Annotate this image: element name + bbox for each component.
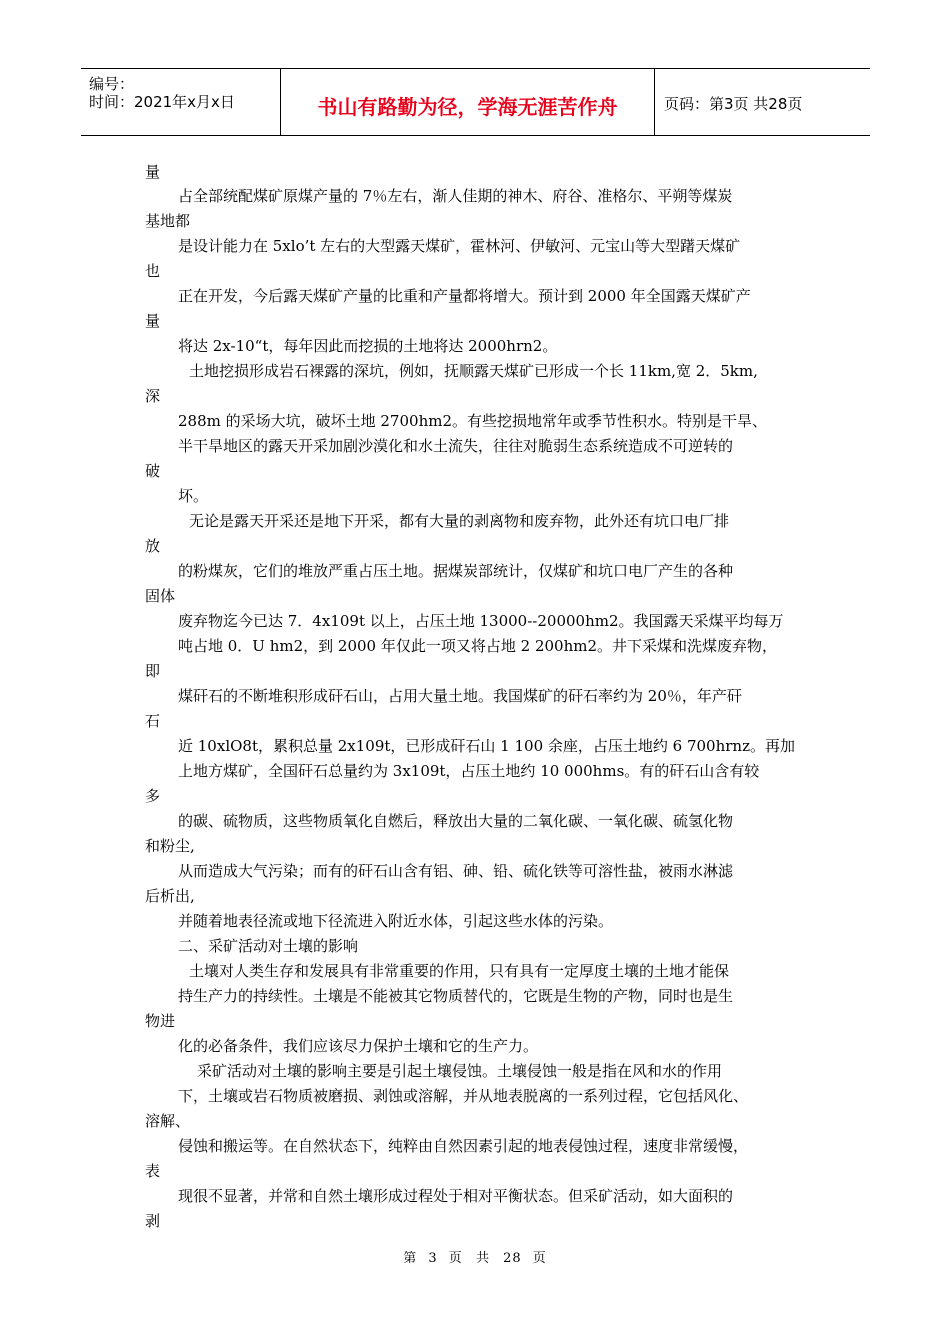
body-line: 侵蚀和搬运等。在自然状态下，纯粹由自然因素引起的地表侵蚀过程，速度非常缓慢， bbox=[178, 1137, 749, 1155]
body-line: 坏。 bbox=[178, 487, 209, 505]
body-line: 溶解、 bbox=[145, 1112, 191, 1130]
body-line: 288m 的采场大坑，破坏土地 2700hm2。有些挖损地常年或季节性积水。特别是干旱、 bbox=[178, 412, 767, 430]
body-line: 的碳、硫物质，这些物质氧化自燃后，释放出大量的二氧化碳、一氧化碳、硫氢化物 bbox=[178, 812, 734, 830]
body-line: 近 10xlO8t，累积总量 2x109t，已形成矸石山 1 100 余座，占压土地约 6 700hrnz。再加 bbox=[178, 737, 795, 755]
footer-page-number: 3 bbox=[428, 1251, 438, 1266]
body-line: 并随着地表径流或地下径流进入附近水体，引起这些水体的污染。 bbox=[178, 912, 614, 930]
page-footer bbox=[0, 1247, 950, 1266]
body-line: 化的必备条件，我们应该尽力保护土壤和它的生产力。 bbox=[178, 1037, 539, 1055]
footer-ye: 页 bbox=[448, 1251, 463, 1266]
body-line: 将达 2x-10“t，每年因此而挖损的土地将达 2000hrn2。 bbox=[178, 337, 558, 355]
body-line: 是设计能力在 5xlo’t 左右的大型露天煤矿，霍林河、伊敏河、元宝山等大型躇天煤矿 bbox=[178, 237, 741, 255]
body-line: 的粉煤灰，它们的堆放严重占压土地。据煤炭部统计，仅煤矿和坑口电厂产生的各种 bbox=[178, 562, 734, 580]
body-line: 固体 bbox=[145, 587, 176, 605]
body-line: 下，土壤或岩石物质被磨损、剥蚀或溶解，并从地表脱离的一系列过程，它包括风化、 bbox=[178, 1087, 749, 1105]
body-line: 表 bbox=[145, 1162, 161, 1180]
body-line: 破 bbox=[145, 462, 161, 480]
body-line: 剥 bbox=[145, 1212, 161, 1230]
body-line: 物进 bbox=[145, 1012, 176, 1030]
body-line: 半干旱地区的露天开采加剧沙漠化和水土流失，往往对脆弱生态系统造成不可逆转的 bbox=[178, 437, 734, 455]
section-heading: 二、采矿活动对土壤的影响 bbox=[178, 937, 359, 955]
body-line: 采矿活动对土壤的影响主要是引起土壤侵蚀。土壤侵蚀一般是指在风和水的作用 bbox=[197, 1062, 723, 1080]
body-line: 和粉尘, bbox=[145, 837, 195, 855]
body-line: 现很不显著，并常和自然土壤形成过程处于相对平衡状态。但采矿活动，如大面积的 bbox=[178, 1187, 734, 1205]
body-line: 正在开发，今后露天煤矿产量的比重和产量都将增大。预计到 2000 年全国露天煤矿产 bbox=[178, 287, 751, 305]
body-line: 量 bbox=[145, 163, 161, 181]
body-line: 吨占地 0．U hm2，到 2000 年仅此一项又将占地 2 200hm2。井下采煤和洗煤废弃物， bbox=[178, 637, 777, 655]
body-line: 也 bbox=[145, 262, 161, 280]
body-line: 多 bbox=[145, 787, 161, 805]
body-line: 量 bbox=[145, 312, 161, 330]
header-page-info: 页码：第3页 共28页 bbox=[664, 95, 803, 113]
body-line: 基地都 bbox=[145, 212, 191, 230]
body-line: 后析出, bbox=[145, 887, 195, 905]
body-line: 深 bbox=[145, 387, 161, 405]
body-line: 煤矸石的不断堆积形成矸石山，占用大量土地。我国煤矿的矸石率约为 20％，年产矸 bbox=[178, 687, 742, 705]
body-line: 占全部统配煤矿原煤产量的 7％左右，渐人佳期的神木、府谷、准格尔、平朔等煤炭 bbox=[178, 187, 733, 205]
footer-ye-2: 页 bbox=[532, 1251, 547, 1266]
body-line: 从而造成大气污染；而有的矸石山含有铝、砷、铅、硫化铁等可溶性盐，被雨水淋滤 bbox=[178, 862, 734, 880]
body-line: 石 bbox=[145, 712, 161, 730]
footer-di: 第 bbox=[403, 1251, 418, 1266]
footer-total-pages: 28 bbox=[503, 1251, 522, 1266]
body-line: 即 bbox=[145, 662, 161, 680]
header-motto: 书山有路勤为径，学海无涯苦作舟 bbox=[317, 95, 618, 119]
body-line: 废弃物迄今已达 7．4x109t 以上，占压土地 13000--20000hm2。我国露天采煤平均每万 bbox=[178, 612, 784, 630]
header-number-label: 编号： bbox=[89, 75, 135, 93]
footer-gong: 共 bbox=[475, 1251, 490, 1266]
header-time-label: 时间：2021年x月x日 bbox=[89, 93, 235, 111]
body-line: 持生产力的持续性。土壤是不能被其它物质替代的，它既是生物的产物，同时也是生 bbox=[178, 987, 734, 1005]
body-line: 土地挖损形成岩石裸露的深坑，例如，抚顺露天煤矿已形成一个长 11km,宽 2．5km, bbox=[189, 362, 758, 380]
body-line: 土壤对人类生存和发展具有非常重要的作用，只有具有一定厚度土壤的土地才能保 bbox=[189, 962, 730, 980]
body-line: 上地方煤矿，全国矸石总量约为 3x109t，占压土地约 10 000hms。有的矸石山含有较 bbox=[178, 762, 760, 780]
body-line: 放 bbox=[145, 537, 161, 555]
body-line: 无论是露天开采还是地下开采，都有大量的剥离物和废弃物，此外还有坑口电厂排 bbox=[189, 512, 730, 530]
